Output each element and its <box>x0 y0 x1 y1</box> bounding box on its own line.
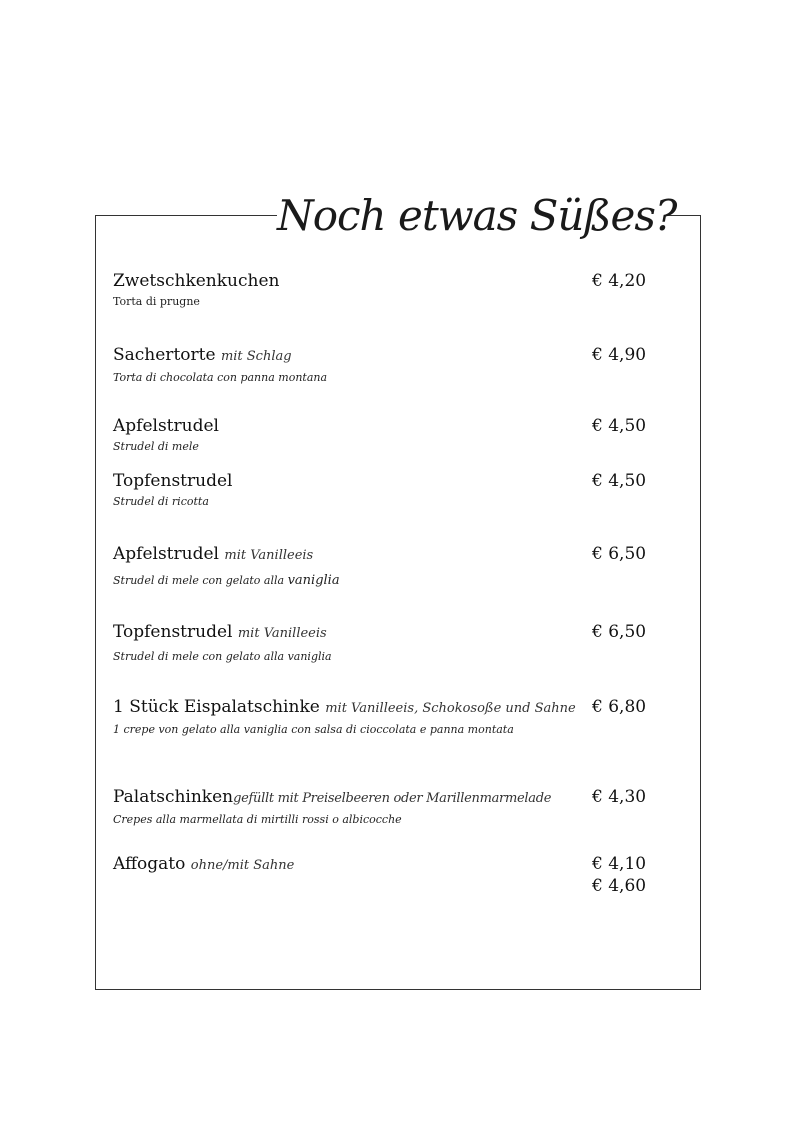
item-price-alt: € 4,60 <box>592 876 647 896</box>
item-name-text: Zwetschkenkuchen <box>113 271 280 291</box>
menu-item <box>113 270 583 310</box>
menu-item <box>113 470 583 510</box>
item-note: ohne/mit Sahne <box>190 858 295 873</box>
item-name-text: Apfelstrudel <box>113 416 219 436</box>
item-name <box>113 270 583 292</box>
menu-item <box>113 853 583 877</box>
item-price: € 4,50 <box>592 416 647 436</box>
item-name-text: Sachertorte <box>113 345 216 365</box>
item-description: Torta di prugne <box>113 295 200 308</box>
item-description: Torta di chocolata con panna montana <box>113 371 328 384</box>
item-price: € 6,50 <box>592 544 647 564</box>
menu-item <box>113 786 583 828</box>
item-price: € 4,10 <box>592 854 647 874</box>
item-price: € 4,50 <box>592 471 647 491</box>
item-name <box>113 344 583 368</box>
item-price: € 4,30 <box>592 787 647 807</box>
item-name-text: Topfenstrudel <box>113 622 233 642</box>
item-description: Strudel di ricotta <box>113 495 209 508</box>
menu-item <box>113 543 583 589</box>
item-description: Crepes alla marmellata di mirtilli rossi o albicocche <box>113 813 402 826</box>
menu-item <box>113 621 583 665</box>
menu-item <box>113 415 583 455</box>
item-description-emphasis: vaniglia <box>287 573 340 588</box>
item-name-text: Topfenstrudel <box>113 471 233 491</box>
item-note: mit Vanilleeis, Schokosoße und Sahne <box>325 701 576 716</box>
item-name <box>113 470 583 492</box>
menu-item <box>113 692 583 738</box>
item-note: gefüllt mit Preiselbeeren oder Marillenmarmelade <box>233 791 552 806</box>
item-description: Strudel di mele <box>113 440 199 453</box>
item-price: € 6,80 <box>592 697 647 717</box>
item-price: € 4,90 <box>592 345 647 365</box>
item-price: € 4,20 <box>592 271 647 291</box>
item-description-text: Strudel di mele con gelato alla <box>113 574 285 587</box>
item-name <box>113 786 583 810</box>
item-name <box>113 853 583 877</box>
item-price: € 6,50 <box>592 622 647 642</box>
item-name <box>113 692 583 724</box>
item-note: mit Vanilleeis <box>237 626 327 641</box>
item-name-text: Palatschinken <box>113 787 234 807</box>
item-description: Strudel di mele con gelato alla vaniglia <box>113 650 332 663</box>
menu-title: Noch etwas Süßes? <box>277 188 665 244</box>
item-name-text: Apfelstrudel <box>113 544 219 564</box>
item-name-text: 1 Stück Eispalatschinke <box>113 697 320 717</box>
item-description: 1 crepe von gelato alla vaniglia con salsa di cioccolata e panna montata <box>113 723 514 736</box>
item-note: mit Vanilleeis <box>224 548 314 563</box>
item-name <box>113 415 583 437</box>
item-name <box>113 543 583 567</box>
item-name <box>113 621 583 645</box>
menu-item <box>113 344 583 386</box>
item-name-text: Affogato <box>113 854 186 874</box>
item-note: mit Schlag <box>220 349 292 364</box>
item-description <box>113 573 583 589</box>
